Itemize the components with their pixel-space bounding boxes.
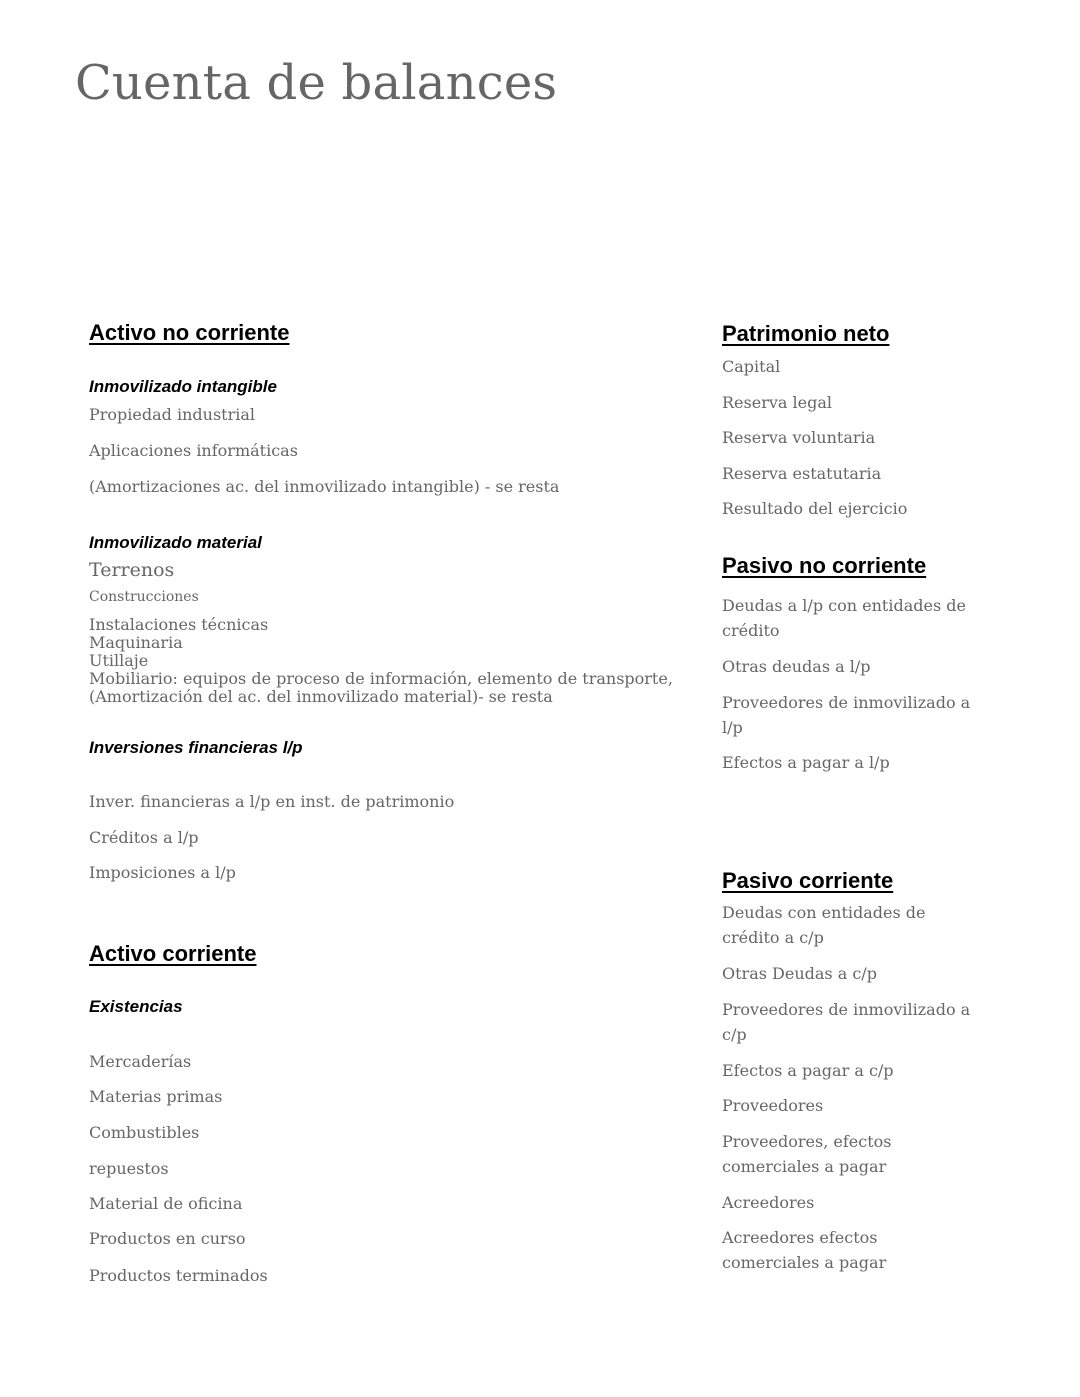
list-item: Inver. financieras a l/p en inst. de patrimonio — [89, 792, 455, 811]
list-item: Acreedores efectos comerciales a pagar — [722, 1228, 887, 1272]
list-item: Instalaciones técnicas — [89, 615, 269, 634]
list-item: Efectos a pagar a c/p — [722, 1061, 894, 1080]
list-item: Maquinaria — [89, 633, 183, 652]
list-item: Proveedores — [722, 1096, 824, 1115]
list-item: Aplicaciones informáticas — [89, 441, 298, 460]
list-item: Reserva estatutaria — [722, 464, 882, 483]
list-item: Propiedad industrial — [89, 405, 256, 424]
heading-pasivo-corriente: Pasivo corriente — [722, 868, 894, 893]
list-item: (Amortización del ac. del inmovilizado material)- se resta — [89, 687, 553, 706]
list-item: Productos terminados — [89, 1266, 268, 1285]
list-item: Otras Deudas a c/p — [722, 964, 877, 983]
list-item: repuestos — [89, 1159, 169, 1178]
heading-patrimonio-neto: Patrimonio neto — [722, 321, 890, 346]
list-item: Capital — [722, 357, 781, 376]
list-item: Efectos a pagar a l/p — [722, 753, 890, 772]
list-item: Reserva legal — [722, 393, 832, 412]
list-item: Créditos a l/p — [89, 828, 199, 847]
list-item: Terrenos — [89, 559, 175, 581]
list-item: Proveedores de inmovilizado a c/p — [722, 1000, 971, 1044]
list-item: Otras deudas a l/p — [722, 657, 871, 676]
list-item: Deudas con entidades de crédito a c/p — [722, 903, 926, 947]
list-item: Resultado del ejercicio — [722, 499, 908, 518]
list-item: Productos en curso — [89, 1229, 246, 1248]
list-item: Mercaderías — [89, 1052, 192, 1071]
list-item: Utillaje — [89, 651, 149, 670]
list-item: (Amortizaciones ac. del inmovilizado intangible) - se resta — [89, 477, 560, 496]
list-item: Proveedores, efectos comerciales a pagar — [722, 1132, 892, 1176]
list-item: Materias primas — [89, 1087, 223, 1106]
list-item: Construcciones — [89, 589, 199, 605]
subheading-inmovilizado-material: Inmovilizado material — [89, 533, 262, 552]
list-item: Material de oficina — [89, 1194, 243, 1213]
list-item: Imposiciones a l/p — [89, 863, 236, 882]
list-item: Reserva voluntaria — [722, 428, 876, 447]
list-item: Deudas a l/p con entidades de crédito — [722, 596, 966, 640]
list-item: Mobiliario: equipos de proceso de información, elemento de transporte, — [89, 669, 673, 688]
subheading-inversiones-financieras: Inversiones financieras l/p — [89, 738, 303, 757]
page-title: Cuenta de balances — [75, 55, 558, 111]
list-item: Acreedores — [722, 1193, 815, 1212]
heading-activo-corriente: Activo corriente — [89, 941, 257, 966]
list-item: Combustibles — [89, 1123, 200, 1142]
heading-pasivo-no-corriente: Pasivo no corriente — [722, 553, 927, 578]
subheading-existencias: Existencias — [89, 997, 183, 1016]
heading-activo-no-corriente: Activo no corriente — [89, 320, 290, 345]
list-item: Proveedores de inmovilizado a l/p — [722, 693, 971, 737]
subheading-inmovilizado-intangible: Inmovilizado intangible — [89, 377, 277, 396]
